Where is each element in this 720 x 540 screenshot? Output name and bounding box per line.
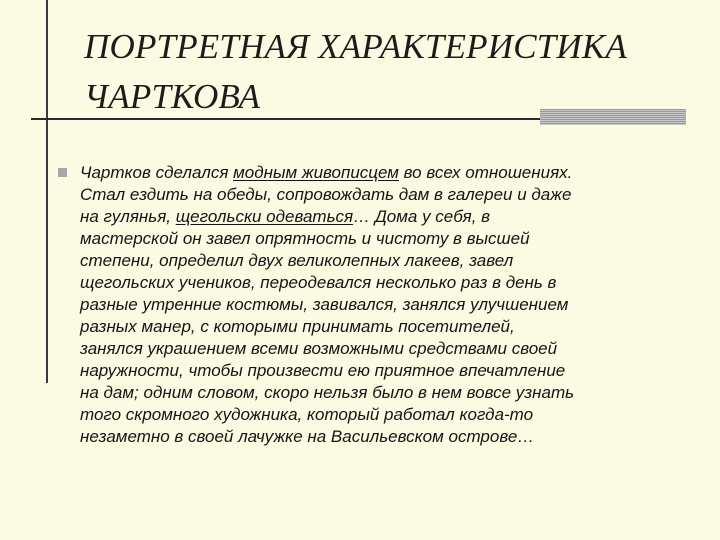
underlined-phrase: модным живописцем: [233, 163, 399, 182]
text-line: занялся украшением всеми возможными средствами своей: [80, 339, 558, 358]
slide-title: [84, 22, 704, 122]
text-line: на дам; одним словом, скоро нельзя было в нем вовсе узнать: [80, 383, 575, 402]
bullet-text: [80, 162, 670, 448]
text-line: на гулянья, щегольски одеваться… Дома у себя, в: [80, 207, 491, 226]
text-line: Чартков сделался модным живописцем во всех отношениях.: [80, 163, 573, 182]
vertical-rule: [46, 0, 48, 383]
underlined-phrase: щегольски одеваться: [175, 207, 354, 226]
text-line: мастерской он завел опрятность и чистоту в высшей: [80, 229, 530, 248]
text-line: незаметно в своей лачужке на Васильевском острове…: [80, 427, 535, 446]
text-line: того скромного художника, который работал когда-то: [80, 405, 534, 424]
square-bullet-icon: [58, 168, 67, 177]
text-line: наружности, чтобы произвести ею приятное впечатление: [80, 361, 566, 380]
text-line: щегольских учеников, переодевался несколько раз в день в: [80, 273, 557, 292]
title-line-2: ЧАРТКОВА: [84, 77, 261, 116]
text-line: Стал ездить на обеды, сопровождать дам в галереи и даже: [80, 185, 572, 204]
text-line: разные утренние костюмы, завивался, занялся улучшением: [80, 295, 569, 314]
text-line: степени, определил двух великолепных лакеев, завел: [80, 251, 514, 270]
title-line-1: ПОРТРЕТНАЯ ХАРАКТЕРИСТИКА: [84, 27, 627, 66]
text-line: разных манер, с которыми принимать посетителей,: [80, 317, 515, 336]
